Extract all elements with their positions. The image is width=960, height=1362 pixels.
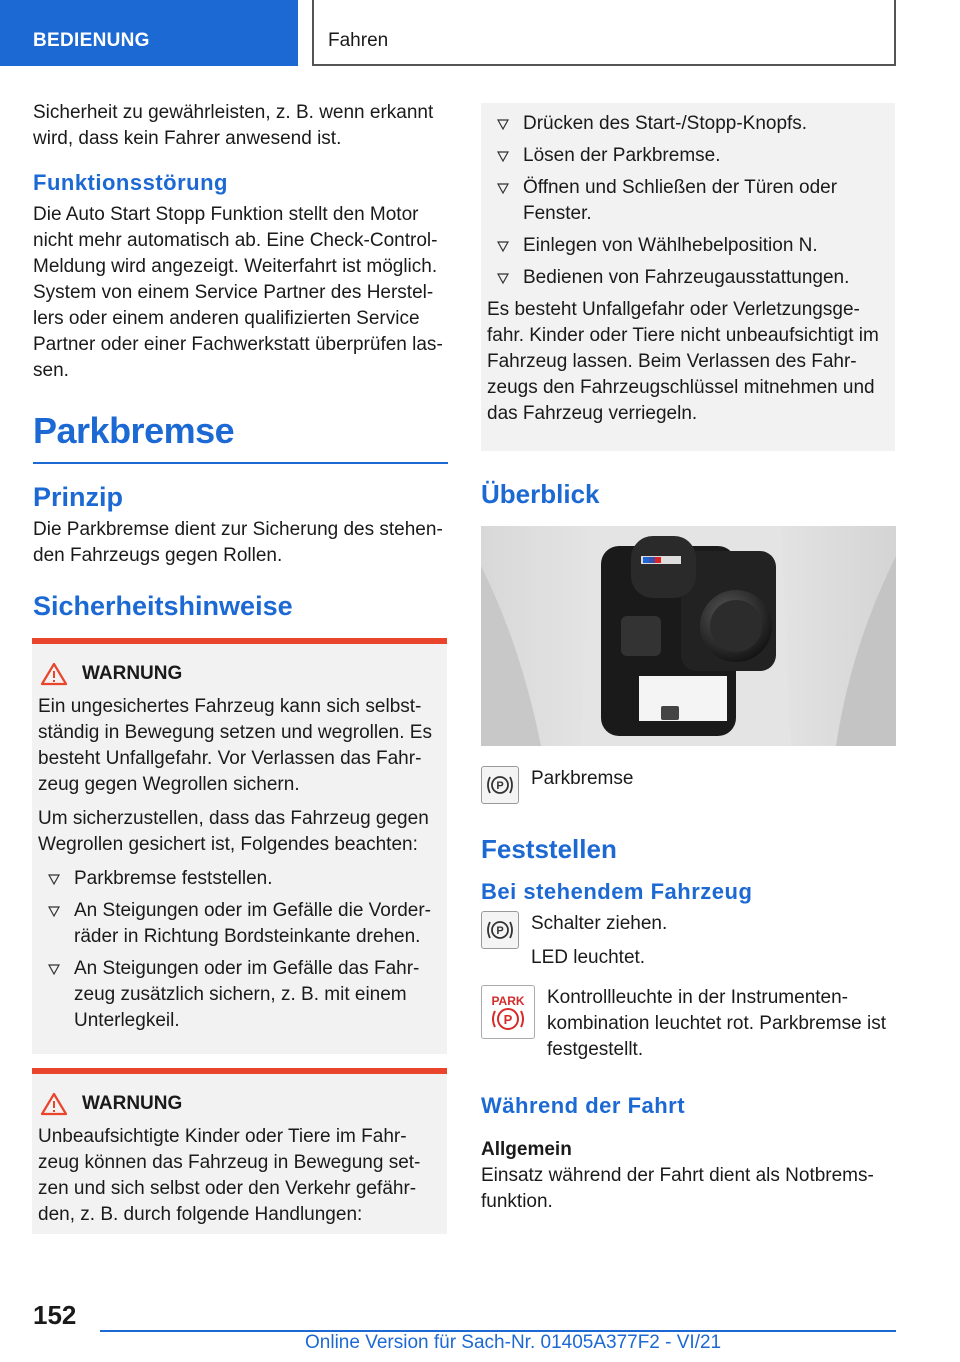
svg-text:P: P [503, 1012, 513, 1027]
list-item: Drücken des Start-/Stopp-Knopfs. [487, 111, 887, 137]
warning-list-1 [38, 866, 439, 1034]
parkbremse-label: Parkbremse [531, 768, 634, 789]
pull-switch-text: Schalter ziehen. [531, 913, 668, 934]
safety-heading: Sicherheitshinweise [33, 591, 293, 621]
warning-text-1b: Um sicherzustellen, dass das Fahrzeug gegen Wegrollen gesichert ist, Folgendes beachten: [38, 808, 429, 855]
warning-box-2 [32, 1068, 447, 1234]
warning-end-paragraph: Es besteht Unfallgefahr oder Verletzungsgefahr. Kinder oder Tiere nicht unbeaufsichtigt im Fahrzeug lassen. Beim Verlassen des Fahrzeugs den Fahrzeugschlüssel mitnehmen und das Fahrzeug verriegeln. [487, 299, 879, 424]
svg-text:PARK: PARK [491, 994, 525, 1008]
warning-triangle-icon [40, 1092, 68, 1116]
overview-heading: Überblick [481, 479, 600, 509]
warning-triangle-icon [40, 662, 68, 686]
parkbremse-heading: Parkbremse [33, 384, 448, 464]
pull-switch-row [481, 911, 896, 971]
page-header [0, 0, 960, 66]
triangle-bullet-icon [48, 906, 60, 917]
triangle-bullet-icon [497, 183, 509, 194]
warning-title-text-1: WARNUNG [82, 663, 183, 684]
right-column [481, 103, 896, 1215]
prinzip-heading: Prinzip [33, 482, 124, 512]
svg-text:P: P [496, 925, 504, 937]
warning-text-1a: Ein ungesichertes Fahrzeug kann sich selbstständig in Bewegung setzen und wegrollen. Es besteht Unfallgefahr. Vor Verlassen das Fahrzeug gegen Wegrollen sichern. [38, 696, 432, 795]
led-text: LED leuchtet. [531, 947, 646, 968]
warning-title-text-2: WARNUNG [82, 1093, 183, 1114]
malfunction-paragraph: Die Auto Start Stopp Funktion stellt den Motor nicht mehr automatisch ab. Eine Check-Control-Meldung wird angezeigt. Weiterfahrt ist möglich. System von einem Service Partner des Herstellers oder einem anderen qualifizierten Service Partner oder einer Fachwerkstatt überprüfen lassen. [33, 204, 443, 381]
warning-title-2 [38, 1092, 439, 1116]
left-column [33, 100, 448, 1234]
list-item: Lösen der Parkbremse. [487, 143, 887, 169]
list-item: An Steigungen oder im Gefälle die Vorderräder in Richtung Bordsteinkante drehen. [38, 898, 439, 950]
section-tab: BEDIENUNG [0, 0, 298, 66]
triangle-bullet-icon [497, 151, 509, 162]
malfunction-heading: Funktionsstörung [33, 170, 228, 195]
driving-heading: Während der Fahrt [481, 1093, 686, 1118]
page-number: 152 [33, 1300, 77, 1330]
triangle-bullet-icon [497, 119, 509, 130]
list-item: An Steigungen oder im Gefälle das Fahrzeug zusätzlich sichern, z. B. mit einem Unterlegkeil. [38, 956, 439, 1034]
list-item: Öffnen und Schließen der Türen oder Fenster. [487, 175, 887, 227]
triangle-bullet-icon [497, 273, 509, 284]
center-console-photo [481, 526, 896, 746]
triangle-bullet-icon [48, 964, 60, 975]
parking-brake-icon [481, 766, 519, 804]
indicator-row [481, 985, 896, 1063]
parkbremse-legend [481, 766, 896, 804]
intro-paragraph: Sicherheit zu gewährleisten, z. B. wenn erkannt wird, dass kein Fahrer anwesend ist. [33, 102, 434, 149]
warning-box-1 [32, 638, 447, 1054]
prinzip-paragraph: Die Parkbremse dient zur Sicherung des stehenden Fahrzeugs gegen Rollen. [33, 519, 443, 566]
general-text: Einsatz während der Fahrt dient als Notbremsfunktion. [481, 1165, 874, 1212]
chapter-title: Fahren [312, 0, 896, 66]
warning-title-1 [38, 662, 439, 686]
park-indicator-icon [481, 985, 535, 1039]
svg-text:P: P [496, 780, 504, 792]
triangle-bullet-icon [48, 874, 60, 885]
list-item: Einlegen von Wählhebelposition N. [487, 233, 887, 259]
parking-brake-icon [481, 911, 519, 949]
indicator-text: Kontrollleuchte in der Instrumentenkombination leuchtet rot. Parkbremse ist festgestellt. [547, 987, 886, 1060]
list-item: Parkbremse feststellen. [38, 866, 439, 892]
online-version-link[interactable]: Online Version für Sach-Nr. 01405A377F2 - VI/21 [305, 1332, 722, 1353]
apply-heading: Feststellen [481, 834, 617, 864]
triangle-bullet-icon [497, 241, 509, 252]
warning-text-2: Unbeaufsichtigte Kinder oder Tiere im Fahrzeug können das Fahrzeug in Bewegung setzen und sich selbst oder den Verkehr gefährden, z. B. durch folgende Handlungen: [38, 1126, 421, 1225]
list-item: Bedienen von Fahrzeugausstattungen. [487, 265, 887, 291]
standing-heading: Bei stehendem Fahrzeug [481, 879, 753, 904]
general-heading: Allgemein [481, 1139, 572, 1160]
warning-list-2 [487, 111, 887, 291]
warning-continuation-box [481, 103, 895, 451]
